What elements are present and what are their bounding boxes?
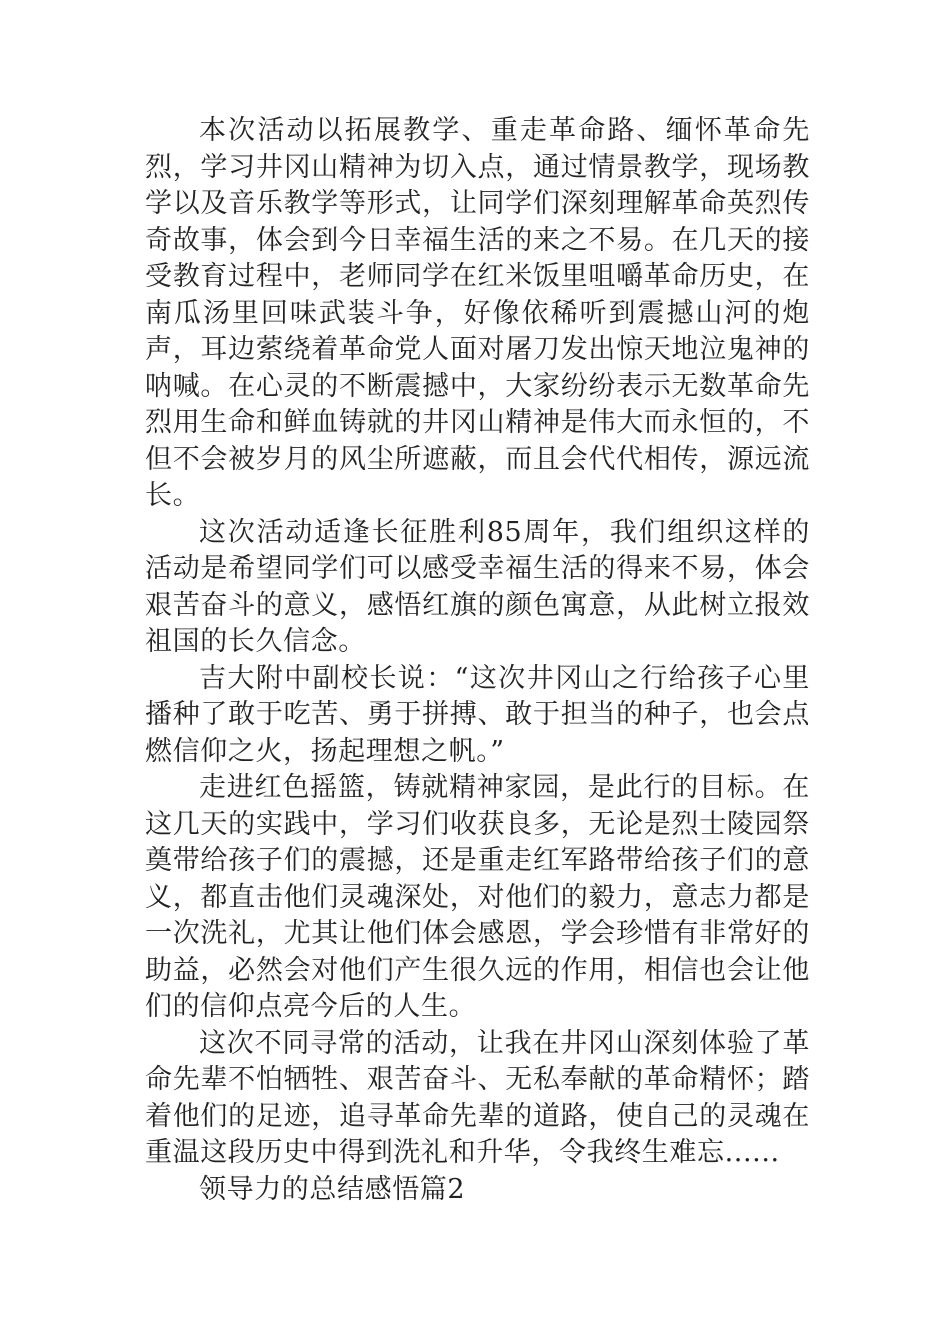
paragraph-vice-principal-quote: 吉大附中副校长说：“这次井冈山之行给孩子心里播种了敢于吃苦、勇于拼搏、敢于担当的种子，也会点燃信仰之火，扬起理想之帆。” <box>145 662 810 767</box>
paragraph-activity-overview: 本次活动以拓展教学、重走革命路、缅怀革命先烈，学习井冈山精神为切入点，通过情景教学，现场教学以及音乐教学等形式，让同学们深刻理解革命英烈传奇故事，体会到今日幸福生活的来之不易。在几天的接受教育过程中，老师同学在红米饭里咀嚼革命历史，在南瓜汤里回味武装斗争，好像依稀听到震撼山河的炮声，耳边萦绕着革命党人面对屠刀发出惊天地泣鬼神的呐喊。在心灵的不断震撼中，大家纷纷表示无数革命先烈用生命和鲜血铸就的井冈山精神是伟大而永恒的，不但不会被岁月的风尘所遮蔽，而且会代代相传，源远流长。 <box>145 115 810 511</box>
section-heading: 领导力的总结感悟篇2 <box>199 1173 466 1205</box>
paragraph-personal-reflection: 这次不同寻常的活动，让我在井冈山深刻体验了革命先辈不怕牺牲、艰苦奋斗、无私奉献的革命精怀；踏着他们的足迹，追寻革命先辈的道路，使自己的灵魂在重温这段历史中得到洗礼和升华，令我终生难忘...... <box>145 1027 810 1168</box>
document-body <box>145 113 810 1208</box>
paragraph-long-march-anniversary: 这次活动适逢长征胜利85周年，我们组织这样的活动是希望同学们可以感受幸福生活的得来不易，体会艰苦奋斗的意义，感悟红旗的颜色寓意，从此树立报效祖国的长久信念。 <box>145 516 810 657</box>
paragraph-trip-goal: 走进红色摇篮，铸就精神家园，是此行的目标。在这几天的实践中，学习们收获良多，无论是烈士陵园祭奠带给孩子们的震撼，还是重走红军路带给孩子们的意义，都直击他们灵魂深处，对他们的毅力，意志力都是一次洗礼，尤其让他们体会感恩，学会珍惜有非常好的助益，必然会对他们产生很久远的作用，相信也会让他们的信仰点亮今后的人生。 <box>145 772 810 1022</box>
